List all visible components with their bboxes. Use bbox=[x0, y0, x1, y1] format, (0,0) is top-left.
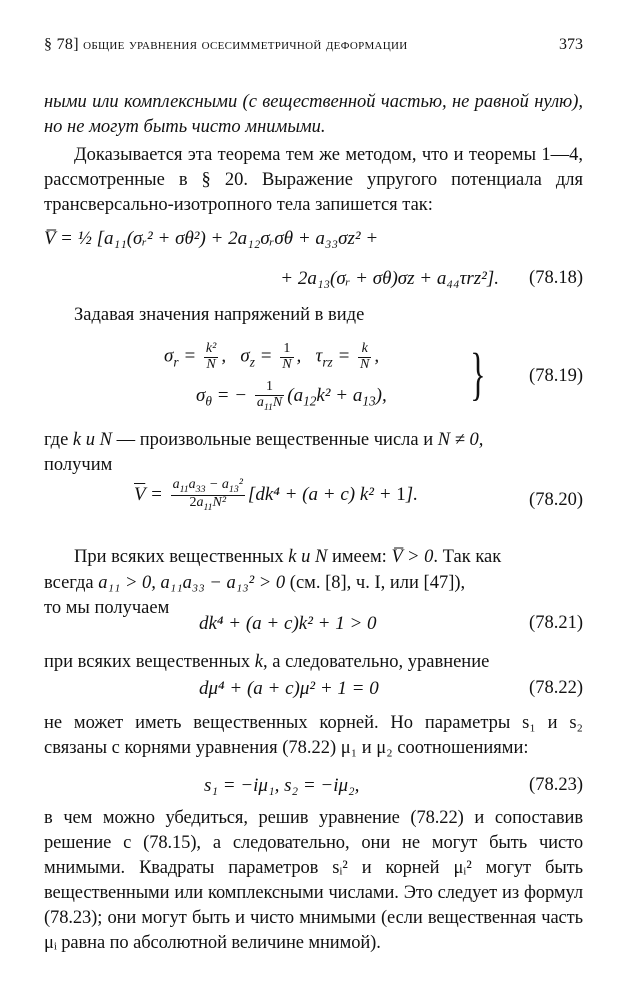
equation-number: (78.19) bbox=[529, 366, 583, 386]
paragraph-therefore: при всяких вещественных k, а следовательно, уравнение bbox=[44, 652, 490, 672]
paragraph-no-real-roots: не может иметь вещественных корней. Но параметры s₁ и s₂ связаны с корнями уравнения (78.22) μ₁ и μ₂ соотношениями: bbox=[44, 713, 583, 758]
equation-number: (78.21) bbox=[529, 613, 583, 633]
paragraph-proof-intro: Доказывается эта теорема тем же методом, что и теоремы 1—4, рассмотренные в § 20. Выражение упругого потенциала для трансверсально-изотропного тела запишется так: bbox=[44, 145, 583, 215]
formula-text: s₁ = −iμ₁, s₂ = −iμ₂, bbox=[204, 775, 360, 796]
formula-row-1: $\sigma_r$ = $\frac{\text{k²}}{N}$ , $\sigma_z$ = $\frac{1}{N}$ , $\tau_{rz}$ = $\frac{k}{N}$ , bbox=[164, 341, 380, 372]
formula-text: $\overline{V}$ = $\frac{a_{11}a_{33} - a_{13}^2}{2a_{11}N^2}$ [dk⁴ + (a + c) k² + 1]. bbox=[134, 477, 418, 513]
running-header bbox=[44, 36, 583, 60]
right-brace: } bbox=[470, 341, 486, 406]
equation-78-19 bbox=[44, 342, 583, 414]
formula-row-2: $\sigma_\theta$ = − $\frac{1}{a_{11}N}$ $(a_{12}k^2 + a_{13})$, bbox=[196, 379, 387, 413]
equation-number: (78.23) bbox=[529, 775, 583, 795]
paragraph-positive: При всяких вещественных k и N имеем: V̅ > 0. Так как всегда a₁₁ > 0, a₁₁a₃₃ − a₁₃² > 0 (см. [8], ч. I, или [47]), то мы получаем bbox=[44, 547, 502, 618]
paragraph-stress-values: Задавая значения напряжений в виде bbox=[74, 305, 365, 325]
paragraph-theorem-end: ными или комплексными (с вещественной частью, не равной нулю), но не могут быть чисто мнимыми. bbox=[44, 92, 583, 137]
formula-text: dk⁴ + (a + c)k² + 1 > 0 bbox=[199, 613, 377, 634]
equation-number: (78.18) bbox=[529, 268, 583, 288]
page-number: 373 bbox=[559, 36, 583, 53]
paragraph-conclusion: в чем можно убедиться, решив уравнение (78.22) и сопоставив решение с (78.15), а следовательно, они не могут быть чисто мнимыми. Квадраты параметров sᵢ² и корней μᵢ² могут быть вещественными или комплексными числами. Это следует из формул (78.23); они могут быть и чисто мнимыми (если вещественная часть μᵢ равна по абсолютной величине мнимой). bbox=[44, 808, 583, 953]
paragraph-where: где k и N — произвольные вещественные числа и N ≠ 0, получим bbox=[44, 430, 484, 475]
formula-text: dμ⁴ + (a + c)μ² + 1 = 0 bbox=[199, 678, 379, 699]
equation-number: (78.22) bbox=[529, 678, 583, 698]
formula-text: + 2a₁₃(σᵣ + σθ)σz + a₄₄τrz²]. bbox=[280, 268, 499, 289]
formula-text: V̅ = ½ [a₁₁(σᵣ² + σθ²) + 2a₁₂σᵣσθ + a₃₃σz² + bbox=[44, 228, 379, 249]
equation-78-20 bbox=[44, 478, 583, 522]
equation-78-18-line1 bbox=[44, 228, 583, 250]
equation-number: (78.20) bbox=[529, 490, 583, 510]
section-title: § 78] общие уравнения осесимметричной деформации bbox=[44, 36, 408, 53]
